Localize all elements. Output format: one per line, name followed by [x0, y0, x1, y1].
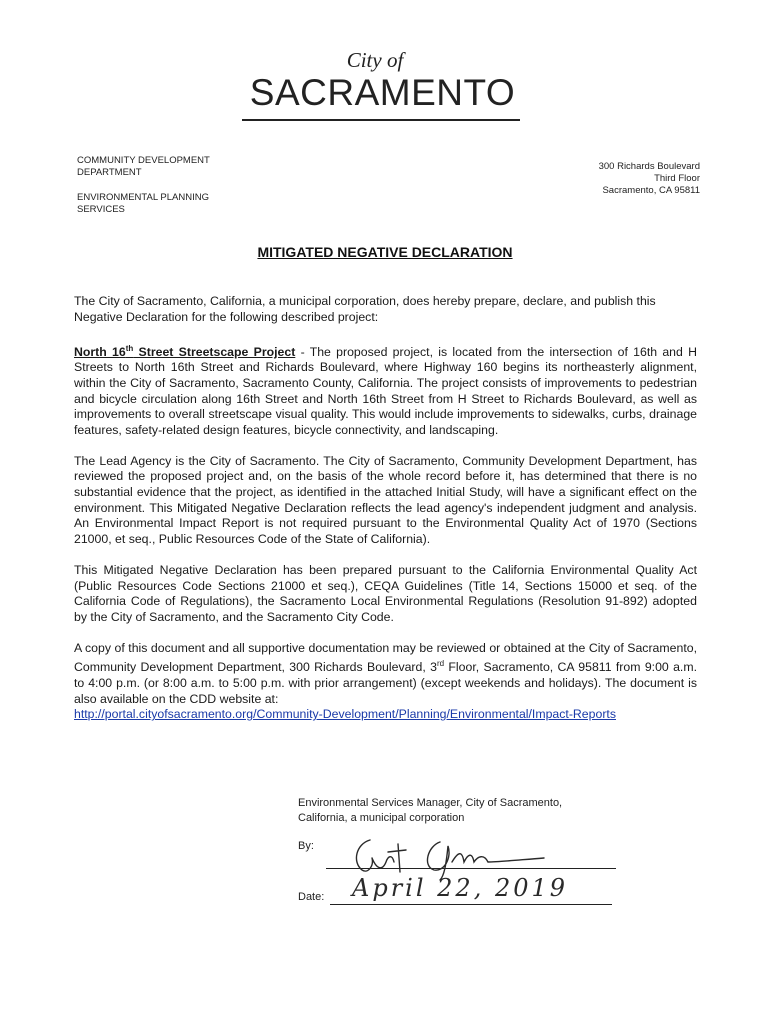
handwritten-date: April 22, 2019	[352, 874, 569, 902]
division-line-1: ENVIRONMENTAL PLANNING	[77, 192, 209, 203]
intro-paragraph: The City of Sacramento, California, a municipal corporation, does hereby prepare, declare, and publish this Negative Declaration for the following described project:	[74, 294, 656, 324]
copy-text-part-2: Floor, Sacramento, CA 95811 from 9:00 a.m. to 4:00 p.m. (or 8:00 a.m. to 5:00 p.m. with prior arrangement) (except weekends and holidays). The document is also available on the CDD website at:	[74, 660, 697, 706]
address-line-1: 300 Richards Boulevard	[598, 161, 700, 172]
signatory-title-line-1: Environmental Services Manager, City of Sacramento,	[298, 797, 563, 809]
address-line-2: Third Floor	[654, 173, 700, 184]
department-line-2: DEPARTMENT	[77, 166, 142, 178]
project-separator: -	[295, 344, 310, 359]
department-block	[77, 155, 237, 215]
division-line-2: SERVICES	[77, 203, 125, 215]
cdd-website-link[interactable]: http://portal.cityofsacramento.org/Community-Development/Planning/Environmental/Impact-Reports	[74, 707, 616, 722]
signatory-title-line-2: California, a municipal corporation	[298, 811, 465, 824]
lead-agency-paragraph: The Lead Agency is the City of Sacramento. The City of Sacramento, Community Development Department, has reviewed the proposed project and, on the basis of the whole record before it, has determined that there is no substantial evidence that the project, as identified in the attached Initial Study, will have a significant effect on the environment. This Mitigated Negative Declaration reflects the lead agency's independent judgment and analysis. An Environmental Impact Report is not required pursuant to the Environmental Quality Act of 1970 (Sections 21000, et seq., Public Resources Code of the State of California).	[74, 453, 697, 546]
signature-block	[298, 796, 628, 825]
address-block	[599, 161, 700, 197]
project-paragraph	[74, 341, 697, 439]
copy-superscript: rd	[436, 659, 445, 669]
project-title: North 16th Street Streetscape Project	[74, 343, 296, 359]
prepared-pursuant-paragraph: This Mitigated Negative Declaration has been prepared pursuant to the California Environmental Quality Act (Public Resources Code Sections 21000 et seq.), CEQA Guidelines (Title 14, Sections 15000 et seq. of the California Code of Regulations), the Sacramento Local Environmental Regulations (Resolution 91-892) adopted by the City of Sacramento, and the Sacramento City Code.	[74, 562, 697, 624]
copy-text-part-1: A copy of this document and all supportive documentation may be reviewed or obtained at the City of Sacramento, Community Development Department, 300 Richards Boulevard, 3	[74, 640, 697, 675]
copy-availability-paragraph	[74, 641, 697, 723]
date-label: Date:	[298, 891, 325, 903]
project-description: The proposed project, is located from the intersection of 16th and H Streets to North 16th Street and Richards Boulevard, where Highway 160 begins its northeasterly alignment, within the City of Sacramento, Sacramento County, California. The project consists of improvements to pedestrian and bicycle circulation along 16th Street and North 16th Street from H Street to Richards Boulevard, as well as improvements to overall streetscape visual quality. This would include improvements to sidewalks, curbs, drainage features, safety-related design features, bicycle connectivity, and landscaping.	[74, 344, 697, 437]
department-line-1: COMMUNITY DEVELOPMENT	[77, 155, 210, 166]
logo-name: SACRAMENTO	[249, 72, 516, 113]
logo-underline	[242, 119, 520, 121]
document-title: MITIGATED NEGATIVE DECLARATION	[257, 244, 513, 260]
by-label: By:	[298, 840, 314, 852]
city-logo	[240, 48, 525, 126]
logo-city-of: City of	[346, 48, 404, 72]
document-body	[74, 294, 697, 723]
address-line-3: Sacramento, CA 95811	[602, 185, 700, 196]
